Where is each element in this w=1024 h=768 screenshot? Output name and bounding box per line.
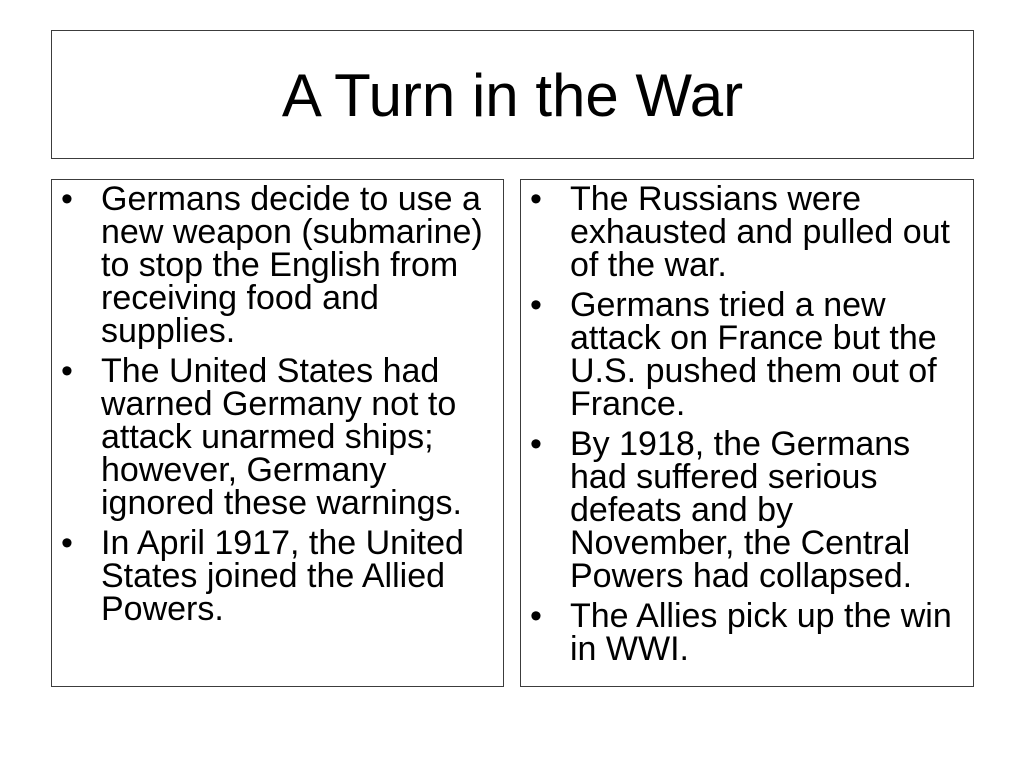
left-content-box xyxy=(51,179,504,687)
bullet-marker: • xyxy=(61,180,73,218)
bullet-item xyxy=(521,286,973,423)
bullet-text: Germans decide to use a new weapon (submarine) to stop the English from receiving food and supplies. xyxy=(101,180,483,350)
right-bullet-list xyxy=(521,180,973,666)
bullet-text: The United States had warned Germany not to attack unarmed ships; however, Germany ignored these warnings. xyxy=(101,352,463,522)
bullet-text: The Allies pick up the win in WWI. xyxy=(570,597,952,668)
bullet-text: In April 1917, the United States joined the Allied Powers. xyxy=(101,524,464,628)
bullet-marker: • xyxy=(530,286,542,324)
bullet-item xyxy=(52,180,503,350)
bullet-marker: • xyxy=(530,597,542,635)
slide-title: A Turn in the War xyxy=(281,61,744,129)
bullet-item xyxy=(52,352,503,522)
bullet-marker: • xyxy=(61,352,73,390)
bullet-item xyxy=(52,524,503,628)
bullet-marker: • xyxy=(61,524,73,562)
bullet-text: The Russians were exhausted and pulled out of the war. xyxy=(570,180,950,284)
bullet-item xyxy=(521,425,973,595)
title-box xyxy=(51,30,974,159)
bullet-item xyxy=(521,597,973,668)
bullet-text: Germans tried a new attack on France but the U.S. pushed them out of France. xyxy=(570,286,937,423)
bullet-marker: • xyxy=(530,425,542,463)
left-bullet-list xyxy=(52,180,503,626)
bullet-marker: • xyxy=(530,180,542,218)
bullet-text: By 1918, the Germans had suffered serious defeats and by November, the Central Powers had collapsed. xyxy=(570,425,913,595)
right-content-box xyxy=(520,179,974,687)
bullet-item xyxy=(521,180,973,284)
